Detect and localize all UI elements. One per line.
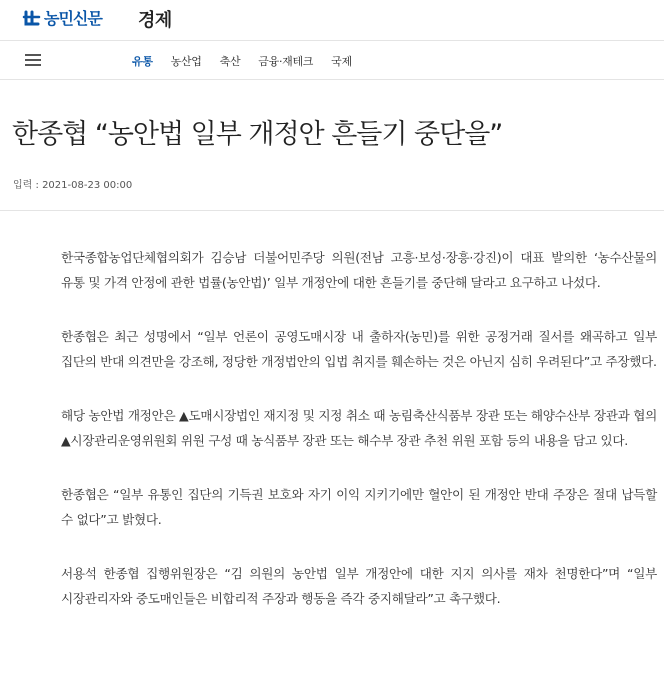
- article-paragraph: 한종협은 “일부 유통인 집단의 기득권 보호와 자기 이익 지키기에만 혈안이 된 개정안 반대 주장은 절대 납득할 수 없다”고 밝혔다.: [61, 487, 657, 527]
- nav-item-international[interactable]: 국제: [331, 55, 352, 68]
- nav-items: [132, 41, 370, 81]
- masthead: [0, 0, 664, 38]
- nav-item-finance[interactable]: 금융·재테크: [258, 55, 314, 68]
- nav-item-distribution[interactable]: 유통: [132, 55, 153, 68]
- logo-text: 농민신문: [44, 9, 102, 28]
- hamburger-menu-icon[interactable]: [25, 54, 41, 66]
- section-title[interactable]: 경제: [138, 10, 172, 31]
- article-paragraph: 서용석 한종협 집행위원장은 “김 의원의 농안법 일부 개정안에 대한 지지 의사를 재차 천명한다”며 “일부 시장관리자와 중도매인들은 비합리적 주장과 행동을 즉각 중지해달라”고 촉구했다.: [61, 566, 657, 606]
- date-value: 2021-08-23 00:00: [42, 180, 133, 191]
- divider: [0, 210, 664, 211]
- logo[interactable]: [22, 6, 102, 29]
- article-paragraph: 한국종합농업단체협의회가 김승남 더불어민주당 의원(전남 고흥·보성·장흥·강진)이 대표 발의한 ‘농수산물의 유통 및 가격 안정에 관한 법률(농안법)’ 일부 개정안에 대한 흔들기를 중단해 달라고 요구하고 나섰다.: [61, 250, 657, 290]
- nav-item-livestock[interactable]: 축산: [219, 55, 241, 68]
- publish-date: [13, 176, 132, 191]
- nongmin-logo-icon: [22, 8, 42, 28]
- article-body: [61, 245, 657, 640]
- category-nav: [0, 40, 664, 80]
- nav-item-agri-industry[interactable]: 농산업: [170, 55, 202, 68]
- article-paragraph: 한종협은 최근 성명에서 “일부 언론이 공영도매시장 내 출하자(농민)를 위한 공정거래 질서를 왜곡하고 일부 집단의 반대 의견만을 강조해, 정당한 개정법안의 입법 취지를 훼손하는 것은 아닌지 심히 우려된다”고 주장했다.: [61, 329, 657, 369]
- article-paragraph: 해당 농안법 개정안은 ▲도매시장법인 재지정 및 지정 취소 때 농림축산식품부 장관 또는 해양수산부 장관과 협의 ▲시장관리운영위원회 위원 구성 때 농식품부 장관 또는 해수부 장관 추천 위원 포함 등의 내용을 담고 있다.: [61, 408, 657, 448]
- date-label: 입력 :: [13, 180, 39, 191]
- article-title: 한종협 “농안법 일부 개정안 흔들기 중단을”: [12, 119, 503, 150]
